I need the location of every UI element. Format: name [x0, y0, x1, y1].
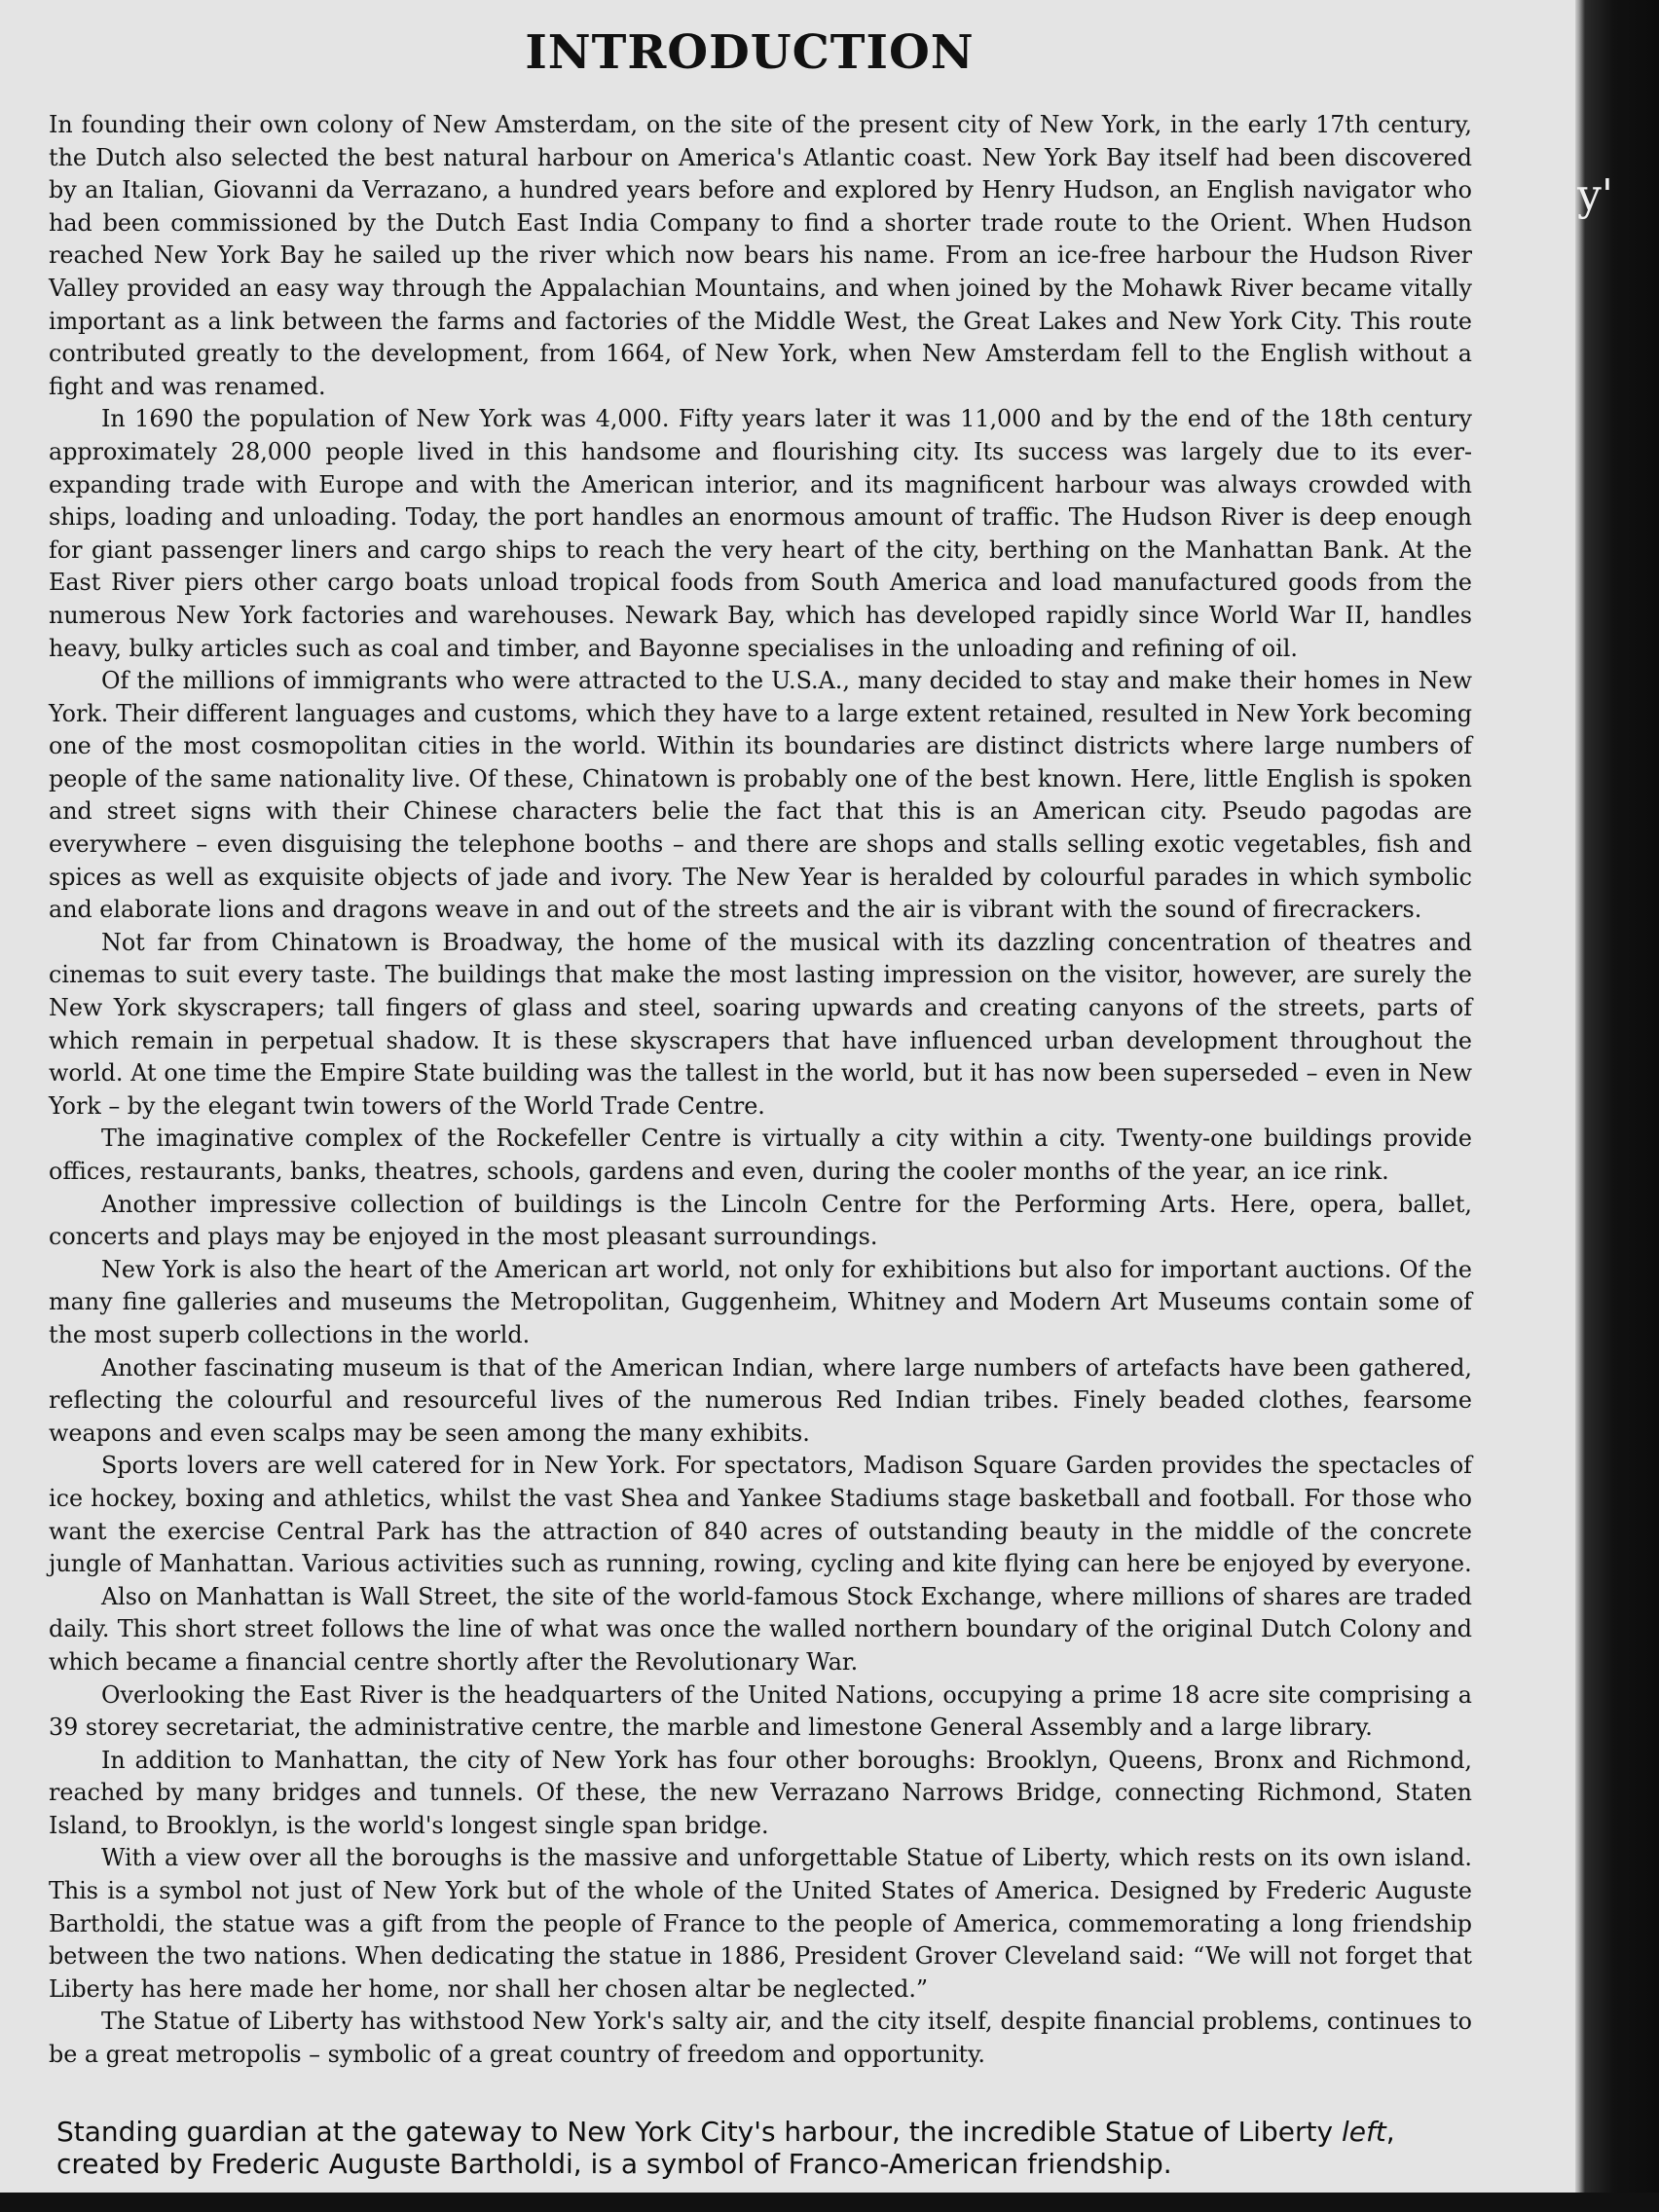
paragraph: Overlooking the East River is the headquarters of the United Nations, occupying a prime 18 acre site comprising a 39 storey secretariat, the administrative centre, the marble and limestone General Assembly and a large library.: [49, 1680, 1472, 1742]
body-text: [49, 109, 1472, 2072]
paragraph: The Statue of Liberty has withstood New York's salty air, and the city itself, despite financial problems, continues to be a great metropolis – symbolic of a great country of freedom and opportunity.: [49, 2008, 1472, 2069]
paragraph: Another impressive collection of buildings is the Lincoln Centre for the Performing Arts. Here, opera, ballet, concerts and plays may be enjoyed in the most pleasant surroundings.: [49, 1190, 1472, 1251]
caption-text-end: , created by Frederic Auguste Bartholdi, is a symbol of Franco-American friendship.: [56, 2116, 1395, 2180]
page-title: INTRODUCTION: [525, 25, 975, 80]
photo-caption: [56, 2116, 1497, 2180]
paragraph: In addition to Manhattan, the city of New York has four other boroughs: Brooklyn, Queens, Bronx and Richmond, reached by many bridges and tunnels. Of these, the new Verrazano Narrows Bridge, connecting Richmond, Staten Island, to Brooklyn, is the world's longest single span bridge.: [49, 1746, 1472, 1839]
paragraph: Also on Manhattan is Wall Street, the site of the world-famous Stock Exchange, where millions of shares are traded daily. This short street follows the line of what was once the walled northern boundary of the original Dutch Colony and which became a financial centre shortly after the Revolutionary War.: [49, 1582, 1472, 1676]
paragraph: New York is also the heart of the American art world, not only for exhibitions but also for important auctions. Of the many fine galleries and museums the Metropolitan, Guggenheim, Whitney and Modern Art Museums contain some of the most superb collections in the world.: [49, 1255, 1472, 1348]
adjacent-page-fragment: y': [1577, 170, 1613, 220]
book-binding: [1575, 0, 1659, 2212]
paragraph: In founding their own colony of New Amsterdam, on the site of the present city of New York, in the early 17th century, the Dutch also selected the best natural harbour on America's Atlantic coast. New York Bay itself had been discovered by an Italian, Giovanni da Verrazano, a hundred years before and explored by Henry Hudson, an English navigator who had been commissioned by the Dutch East India Company to find a shorter trade route to the Orient. When Hudson reached New York Bay he sailed up the river which now bears his name. From an ice-free harbour the Hudson River Valley provided an easy way through the Appalachian Mountains, and when joined by the Mohawk River became vitally important as a link between the farms and factories of the Middle West, the Great Lakes and New York City. This route contributed greatly to the development, from 1664, of New York, when New Amsterdam fell to the English without a fight and was renamed.: [49, 111, 1472, 400]
paragraph: With a view over all the boroughs is the massive and unforgettable Statue of Liberty, which rests on its own island. This is a symbol not just of New York but of the whole of the United States of America. Designed by Frederic Auguste Bartholdi, the statue was a gift from the people of France to the people of America, commemorating a long friendship between the two nations. When dedicating the statue in 1886, President Grover Cleveland said: “We will not forget that Liberty has here made her home, nor shall her chosen altar be neglected.”: [49, 1844, 1472, 2003]
paragraph: Sports lovers are well catered for in New York. For spectators, Madison Square Garden provides the spectacles of ice hockey, boxing and athletics, whilst the vast Shea and Yankee Stadiums stage basketball and football. For those who want the exercise Central Park has the attraction of 840 acres of outstanding beauty in the middle of the concrete jungle of Manhattan. Various activities such as running, rowing, cycling and kite flying can here be enjoyed by everyone.: [49, 1452, 1472, 1578]
page-bottom-edge: [0, 2193, 1659, 2212]
paragraph: In 1690 the population of New York was 4,000. Fifty years later it was 11,000 and by the end of the 18th century approximately 28,000 people lived in this handsome and flourishing city. Its success was largely due to its ever-expanding trade with Europe and with the American interior, and its magnificent harbour was always crowded with ships, loading and unloading. Today, the port handles an enormous amount of traffic. The Hudson River is deep enough for giant passenger liners and cargo ships to reach the very heart of the city, berthing on the Manhattan Bank. At the East River piers other cargo boats unload tropical foods from South America and load manufactured goods from the numerous New York factories and warehouses. Newark Bay, which has developed rapidly since World War II, handles heavy, bulky articles such as coal and timber, and Bayonne specialises in the unloading and refining of oil.: [49, 405, 1472, 662]
paragraph: Of the millions of immigrants who were attracted to the U.S.A., many decided to stay and make their homes in New York. Their different languages and customs, which they have to a large extent retained, resulted in New York becoming one of the most cosmopolitan cities in the world. Within its boundaries are distinct districts where large numbers of people of the same nationality live. Of these, Chinatown is probably one of the best known. Here, little English is spoken and street signs with their Chinese characters belie the fact that this is an American city. Pseudo pagodas are everywhere – even disguising the telephone booths – and there are shops and stalls selling exotic vegetables, fish and spices as well as exquisite objects of jade and ivory. The New Year is heralded by colourful parades in which symbolic and elaborate lions and dragons weave in and out of the streets and the air is vibrant with the sound of firecrackers.: [49, 667, 1472, 924]
paragraph: Another fascinating museum is that of the American Indian, where large numbers of artefacts have been gathered, reflecting the colourful and resourceful lives of the numerous Red Indian tribes. Finely beaded clothes, fearsome weapons and even scalps may be seen among the many exhibits.: [49, 1353, 1472, 1447]
caption-text: Standing guardian at the gateway to New York City's harbour, the incredible Statue of Liberty: [56, 2116, 1342, 2148]
paragraph: Not far from Chinatown is Broadway, the home of the musical with its dazzling concentration of theatres and cinemas to suit every taste. The buildings that make the most lasting impression on the visitor, however, are surely the New York skyscrapers; tall fingers of glass and steel, soaring upwards and creating canyons of the streets, parts of which remain in perpetual shadow. It is these skyscrapers that have influenced urban development throughout the world. At one time the Empire State building was the tallest in the world, but it has now been superseded – even in New York – by the elegant twin towers of the World Trade Centre.: [49, 928, 1472, 1120]
paragraph: The imaginative complex of the Rockefeller Centre is virtually a city within a city. Twenty-one buildings provide offices, restaurants, banks, theatres, schools, gardens and even, during the cooler months of the year, an ice rink.: [49, 1124, 1472, 1185]
caption-italic: left: [1341, 2116, 1386, 2148]
